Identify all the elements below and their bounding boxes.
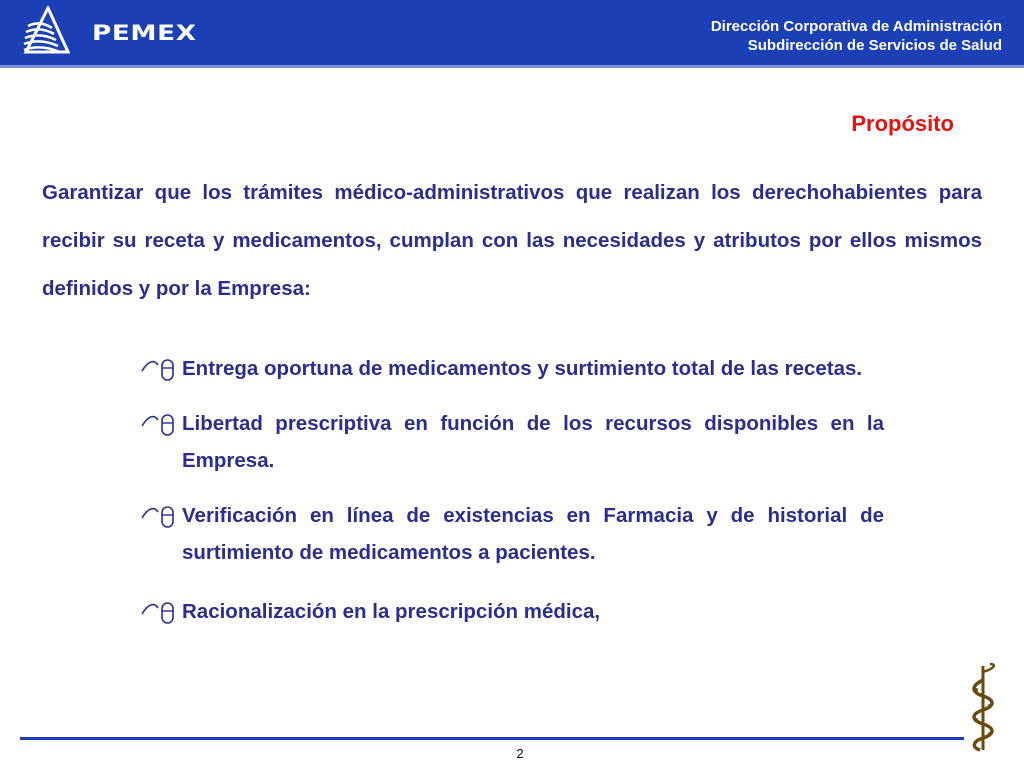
bullet-text: Verificación en línea de existencias en Farmacia y de historial de surtimiento de medicamentos a pacientes.	[182, 504, 884, 564]
bullet-text: Racionalización en la prescripción médica,	[182, 600, 601, 623]
intro-paragraph: Garantizar que los trámites médico-administrativos que realizan los derechohabientes para recibir su receta y medicamentos, cumplan con las necesidades y atributos por ellos mismos definidos y por la Empresa:	[42, 181, 982, 300]
bullet-text: Libertad prescriptiva en función de los recursos disponibles en la Empresa.	[182, 412, 884, 472]
section-title: Propósito	[851, 111, 954, 136]
brand-name: PEMEX	[92, 21, 197, 45]
pemex-eagle-logo-icon	[22, 6, 72, 58]
mouse-icon	[140, 504, 176, 530]
bullet-item	[140, 350, 884, 387]
department-line-2: Subdirección de Servicios de Salud	[747, 37, 1002, 54]
bullet-item	[140, 405, 884, 479]
mouse-icon	[140, 600, 176, 626]
bullet-item	[140, 593, 884, 630]
department-heading	[711, 17, 1002, 55]
pemex-logo	[22, 6, 197, 58]
page-number: 2	[516, 746, 524, 761]
bullet-text: Entrega oportuna de medicamentos y surtimiento total de las recetas.	[182, 357, 863, 380]
bullet-item	[140, 497, 884, 571]
caduceus-icon	[966, 662, 1000, 752]
department-line-1: Dirección Corporativa de Administración	[710, 18, 1002, 35]
footer-divider	[20, 737, 964, 740]
mouse-icon	[140, 412, 176, 438]
header-bar	[0, 0, 1024, 68]
mouse-icon	[140, 357, 176, 383]
bullet-list	[140, 350, 884, 648]
